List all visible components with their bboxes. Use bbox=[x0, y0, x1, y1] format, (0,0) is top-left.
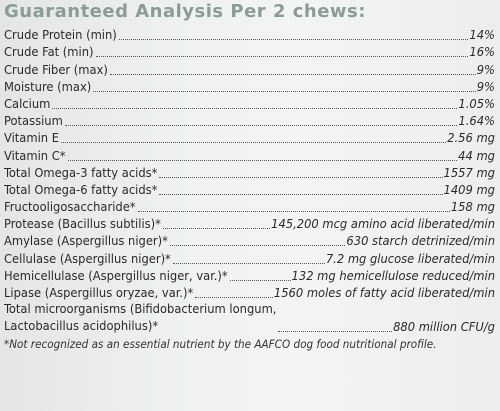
dot-leader bbox=[65, 125, 458, 126]
dot-leader bbox=[173, 263, 325, 264]
nutrient-name: Lipase (Aspergillus oryzae, var.)* bbox=[4, 286, 194, 301]
nutrient-name-multiline bbox=[4, 302, 276, 335]
dot-leader bbox=[52, 108, 457, 109]
nutrient-row-crude-protein bbox=[4, 26, 495, 43]
nutrient-row-amylase bbox=[4, 232, 495, 249]
nutrient-row-crude-fat bbox=[4, 43, 495, 60]
nutrient-name: Protease (Bacillus subtilis)* bbox=[4, 217, 161, 233]
aafco-footnote: *Not recognized as an essential nutrient by the AAFCO dog food nutritional profile. bbox=[4, 337, 437, 351]
dot-leader bbox=[170, 245, 346, 246]
nutrient-name: Moisture (max) bbox=[4, 79, 92, 95]
nutrient-name: Crude Fiber (max) bbox=[4, 62, 108, 78]
dot-leader bbox=[195, 297, 273, 298]
dot-leader bbox=[110, 74, 476, 75]
nutrient-value: 145,200 mcg amino acid liberated/min bbox=[271, 217, 495, 233]
nutrient-row-potassium bbox=[4, 112, 495, 129]
dot-leader bbox=[230, 280, 291, 281]
nutrient-value: 880 million CFU/g bbox=[393, 320, 495, 335]
nutrient-value: 2.56 mg bbox=[447, 131, 495, 147]
nutrient-row-omega-3 bbox=[4, 164, 495, 181]
nutrient-value: 1557 mg bbox=[443, 165, 495, 181]
nutrient-name: Potassium bbox=[4, 114, 63, 130]
dot-leader bbox=[159, 194, 442, 195]
nutrient-row-fructooligosaccharide bbox=[4, 198, 495, 215]
nutrient-name: Total Omega-6 fatty acids* bbox=[4, 182, 158, 198]
dot-leader bbox=[93, 91, 475, 92]
nutrient-row-moisture bbox=[4, 78, 495, 95]
nutrient-name: Vitamin C* bbox=[4, 148, 66, 164]
nutrient-name: Fructooligosaccharide* bbox=[4, 200, 136, 216]
nutrient-name: Hemicellulase (Aspergillus niger, var.)* bbox=[4, 268, 228, 284]
nutrient-row-lipase bbox=[4, 284, 495, 301]
nutrient-row-omega-6 bbox=[4, 181, 495, 198]
section-heading: Guaranteed Analysis Per 2 chews: bbox=[4, 1, 366, 22]
nutrient-name: Total Omega-3 fatty acids* bbox=[4, 165, 158, 181]
nutrient-name-line-2: Lactobacillus acidophilus)* bbox=[4, 318, 159, 334]
dot-leader bbox=[96, 56, 469, 57]
dot-leader bbox=[68, 160, 458, 161]
nutrient-row-total-microorganisms bbox=[4, 301, 495, 335]
dot-leader bbox=[119, 39, 469, 40]
nutrient-row-cellulase bbox=[4, 249, 495, 266]
nutrient-value: 14% bbox=[469, 28, 495, 44]
nutrient-row-calcium bbox=[4, 95, 495, 112]
nutrient-value: 158 mg bbox=[450, 200, 495, 216]
nutrient-row-protease bbox=[4, 215, 495, 232]
nutrient-value: 630 starch detrinized/min bbox=[346, 234, 495, 250]
nutrient-row-crude-fiber bbox=[4, 60, 495, 77]
dot-leader bbox=[163, 228, 270, 229]
nutrient-value: 1409 mg bbox=[443, 182, 495, 198]
nutrient-name: Amylase (Aspergillus niger)* bbox=[4, 234, 168, 250]
nutrient-value: 1.64% bbox=[458, 114, 495, 130]
nutrient-value: 9% bbox=[476, 62, 495, 78]
dot-leader bbox=[278, 331, 392, 332]
nutrient-name: Cellulase (Aspergillus niger)* bbox=[4, 251, 171, 267]
nutrient-name: Calcium bbox=[4, 96, 51, 112]
dot-leader bbox=[138, 211, 450, 212]
nutrient-value: 1560 moles of fatty acid liberated/min bbox=[273, 286, 495, 301]
nutrient-row-vitamin-c bbox=[4, 146, 495, 163]
nutrient-list bbox=[4, 26, 495, 335]
nutrient-value: 1.05% bbox=[458, 96, 495, 112]
nutrient-name: Crude Protein (min) bbox=[4, 28, 117, 44]
dot-leader bbox=[61, 142, 446, 143]
nutrient-name: Crude Fat (min) bbox=[4, 45, 94, 61]
nutrient-row-vitamin-e bbox=[4, 129, 495, 146]
nutrient-value: 9% bbox=[476, 79, 495, 95]
nutrient-name-line-1: Total microorganisms (Bifidobacterium longum, bbox=[4, 302, 277, 317]
nutrient-value: 16% bbox=[469, 45, 495, 61]
nutrient-value: 7.2 mg glucose liberated/min bbox=[325, 251, 495, 267]
nutrient-value: 132 mg hemicellulose reduced/min bbox=[291, 268, 495, 284]
nutrient-value: 44 mg bbox=[458, 148, 495, 164]
nutrient-row-hemicellulase bbox=[4, 267, 495, 284]
nutrient-name: Vitamin E bbox=[4, 131, 59, 147]
dot-leader bbox=[159, 177, 442, 178]
